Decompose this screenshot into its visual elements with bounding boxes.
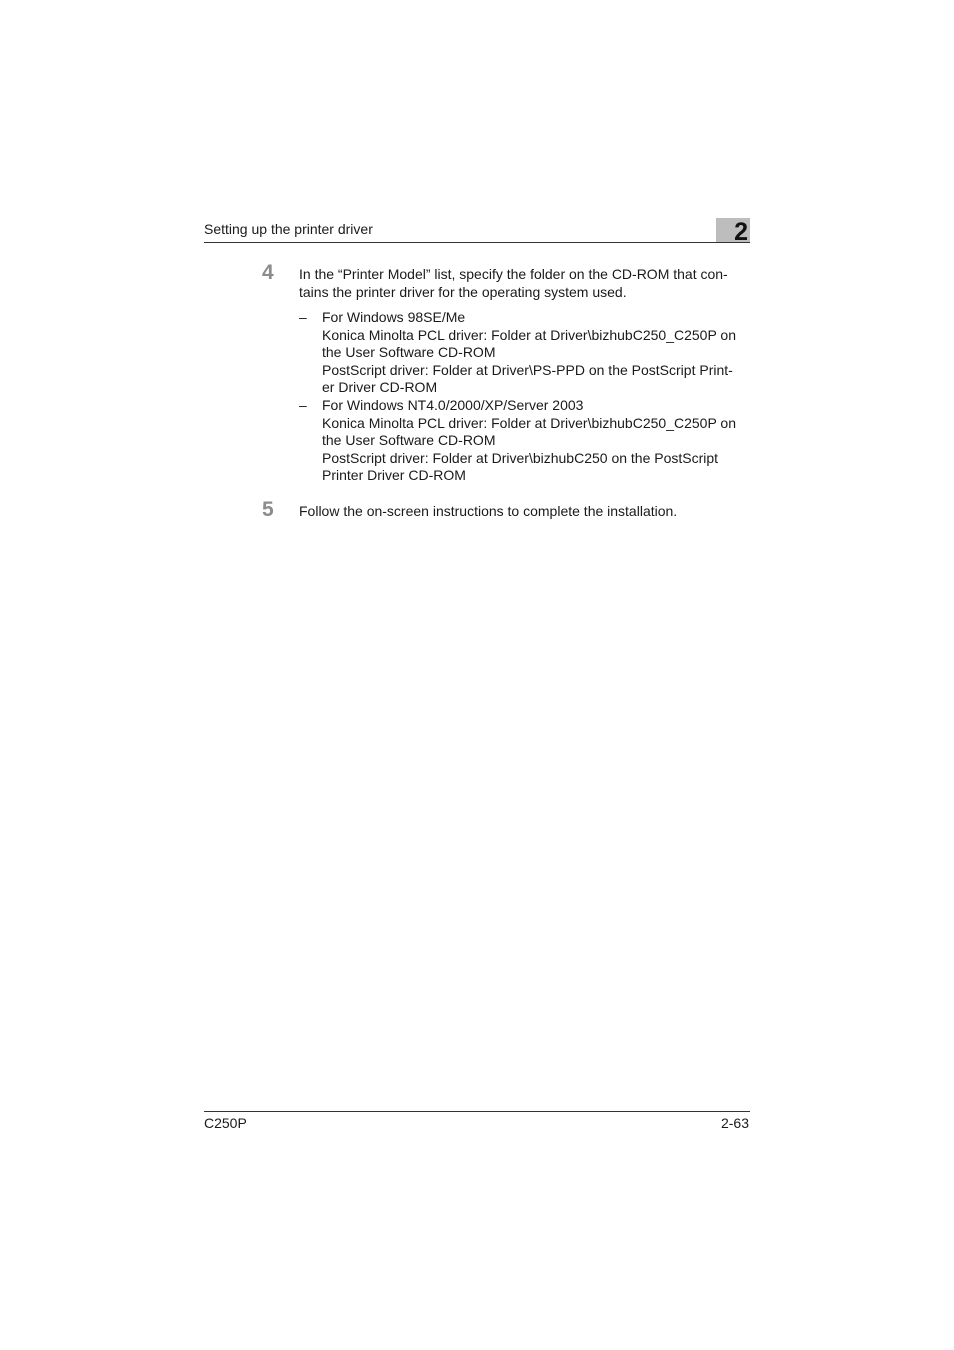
list-item-line: the User Software CD-ROM: [322, 344, 496, 361]
step-text-line: In the “Printer Model” list, specify the folder on the CD-ROM that con-: [299, 266, 728, 282]
list-item-line: PostScript driver: Folder at Driver\bizhubC250 on the PostScript: [322, 449, 719, 466]
list-item-line: the User Software CD-ROM: [322, 432, 496, 449]
list-item-line: Konica Minolta PCL driver: Folder at Driver\bizhubC250_C250P on: [322, 414, 736, 431]
step-instruction: [299, 266, 751, 301]
dash-bullet: –: [299, 396, 307, 413]
footer-divider: [204, 1111, 750, 1112]
list-item-windows-98se-me: [299, 309, 751, 397]
footer-page-number: 2-63: [720, 1115, 749, 1131]
list-item-windows-nt-2000-xp-2003: [299, 397, 751, 485]
footer-model-name: C250P: [204, 1115, 247, 1131]
step-instruction: [299, 503, 751, 521]
list-item-line: Konica Minolta PCL driver: Folder at Driver\bizhubC250_C250P on: [322, 326, 736, 343]
list-item-line: Printer Driver CD-ROM: [322, 467, 466, 484]
list-item-heading: For Windows NT4.0/2000/XP/Server 2003: [322, 396, 584, 413]
os-folder-list: [299, 309, 751, 485]
step-number: 4: [262, 261, 274, 284]
dash-bullet: –: [299, 309, 307, 325]
step-text-line: tains the printer driver for the operating system used.: [299, 283, 627, 300]
step-number: 5: [262, 498, 274, 521]
list-item-line: PostScript driver: Folder at Driver\PS-PPD on the PostScript Print-: [322, 361, 733, 378]
header-divider: [204, 242, 750, 243]
list-item-heading: For Windows 98SE/Me: [322, 309, 466, 325]
list-item-line: er Driver CD-ROM: [322, 379, 438, 396]
step-text-line: Follow the on-screen instructions to complete the installation.: [299, 503, 678, 519]
chapter-tab: [716, 218, 750, 246]
running-header-title: Setting up the printer driver: [204, 221, 373, 237]
chapter-number: 2: [734, 218, 748, 246]
